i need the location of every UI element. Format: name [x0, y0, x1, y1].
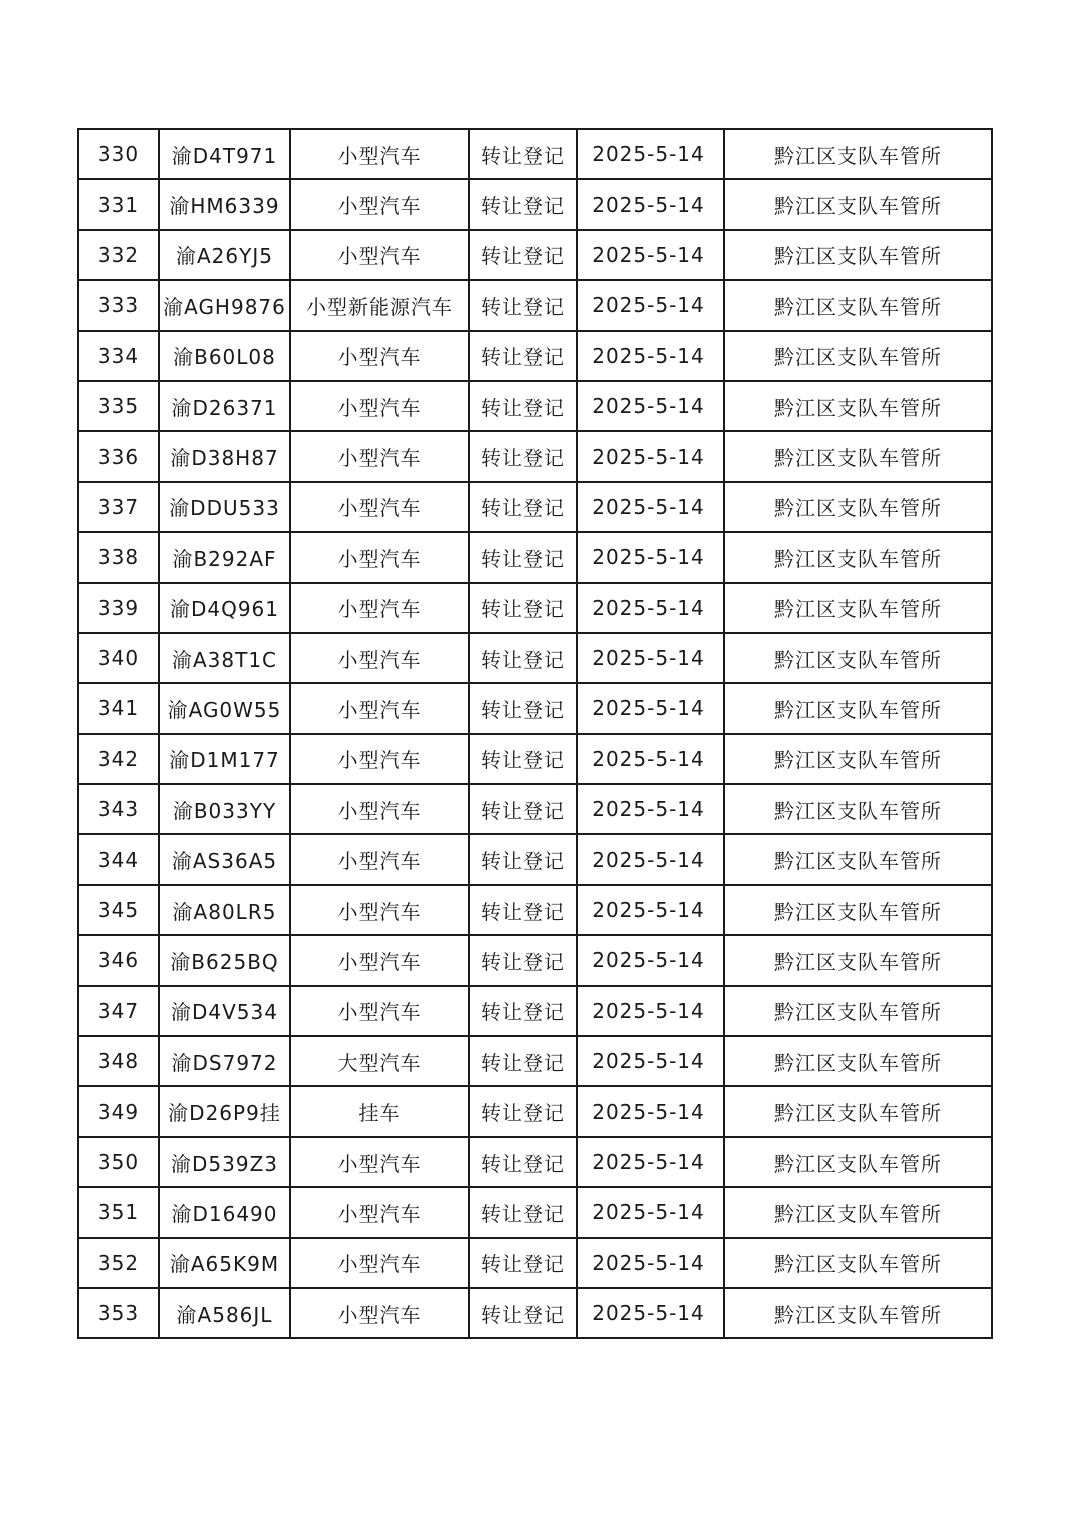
cell-business-type: 转让登记 [469, 230, 577, 280]
cell-business-type: 转让登记 [469, 179, 577, 229]
cell-serial-number: 353 [78, 1288, 159, 1338]
cell-vehicle-type: 小型汽车 [290, 1137, 469, 1187]
table-row [78, 1036, 992, 1086]
cell-date: 2025-5-14 [577, 431, 724, 481]
cell-vehicle-type: 小型汽车 [290, 885, 469, 935]
cell-date: 2025-5-14 [577, 1036, 724, 1086]
cell-date: 2025-5-14 [577, 834, 724, 884]
cell-office: 黔江区支队车管所 [724, 532, 992, 582]
table-row [78, 1288, 992, 1338]
cell-date: 2025-5-14 [577, 381, 724, 431]
cell-vehicle-type: 小型汽车 [290, 784, 469, 834]
cell-business-type: 转让登记 [469, 784, 577, 834]
cell-business-type: 转让登记 [469, 935, 577, 985]
cell-date: 2025-5-14 [577, 583, 724, 633]
table-row [78, 1137, 992, 1187]
cell-office: 黔江区支队车管所 [724, 734, 992, 784]
cell-serial-number: 335 [78, 381, 159, 431]
cell-vehicle-type: 小型汽车 [290, 683, 469, 733]
cell-office: 黔江区支队车管所 [724, 583, 992, 633]
cell-serial-number: 343 [78, 784, 159, 834]
table-row [78, 482, 992, 532]
cell-plate-number: 渝A65K9M [159, 1238, 290, 1288]
cell-business-type: 转让登记 [469, 633, 577, 683]
cell-business-type: 转让登记 [469, 381, 577, 431]
cell-business-type: 转让登记 [469, 834, 577, 884]
cell-plate-number: 渝A38T1C [159, 633, 290, 683]
cell-date: 2025-5-14 [577, 986, 724, 1036]
cell-business-type: 转让登记 [469, 986, 577, 1036]
table-row [78, 633, 992, 683]
cell-business-type: 转让登记 [469, 583, 577, 633]
cell-plate-number: 渝D4T971 [159, 129, 290, 179]
cell-office: 黔江区支队车管所 [724, 381, 992, 431]
cell-plate-number: 渝D539Z3 [159, 1137, 290, 1187]
cell-date: 2025-5-14 [577, 935, 724, 985]
table-row [78, 532, 992, 582]
cell-serial-number: 330 [78, 129, 159, 179]
cell-serial-number: 345 [78, 885, 159, 935]
cell-vehicle-type: 小型汽车 [290, 381, 469, 431]
table-row [78, 1238, 992, 1288]
vehicle-transfer-table [77, 128, 993, 1339]
cell-serial-number: 348 [78, 1036, 159, 1086]
table-row [78, 129, 992, 179]
cell-vehicle-type: 小型汽车 [290, 129, 469, 179]
cell-serial-number: 346 [78, 935, 159, 985]
table-row [78, 431, 992, 481]
cell-office: 黔江区支队车管所 [724, 784, 992, 834]
cell-business-type: 转让登记 [469, 1137, 577, 1187]
table-row [78, 734, 992, 784]
cell-serial-number: 350 [78, 1137, 159, 1187]
cell-serial-number: 347 [78, 986, 159, 1036]
cell-date: 2025-5-14 [577, 482, 724, 532]
cell-plate-number: 渝B033YY [159, 784, 290, 834]
cell-business-type: 转让登记 [469, 129, 577, 179]
table-row [78, 986, 992, 1036]
cell-office: 黔江区支队车管所 [724, 482, 992, 532]
cell-serial-number: 349 [78, 1086, 159, 1136]
cell-date: 2025-5-14 [577, 532, 724, 582]
table-row [78, 1086, 992, 1136]
cell-vehicle-type: 小型汽车 [290, 986, 469, 1036]
cell-plate-number: 渝A586JL [159, 1288, 290, 1338]
cell-business-type: 转让登记 [469, 1238, 577, 1288]
cell-serial-number: 344 [78, 834, 159, 884]
cell-serial-number: 336 [78, 431, 159, 481]
cell-plate-number: 渝B625BQ [159, 935, 290, 985]
cell-vehicle-type: 大型汽车 [290, 1036, 469, 1086]
cell-serial-number: 334 [78, 331, 159, 381]
cell-plate-number: 渝D38H87 [159, 431, 290, 481]
table-row [78, 885, 992, 935]
cell-serial-number: 339 [78, 583, 159, 633]
cell-business-type: 转让登记 [469, 1036, 577, 1086]
cell-vehicle-type: 小型汽车 [290, 331, 469, 381]
cell-office: 黔江区支队车管所 [724, 1036, 992, 1086]
cell-date: 2025-5-14 [577, 1137, 724, 1187]
cell-date: 2025-5-14 [577, 1086, 724, 1136]
table-row [78, 834, 992, 884]
cell-office: 黔江区支队车管所 [724, 683, 992, 733]
cell-office: 黔江区支队车管所 [724, 1288, 992, 1338]
table-row [78, 784, 992, 834]
cell-office: 黔江区支队车管所 [724, 633, 992, 683]
cell-date: 2025-5-14 [577, 1238, 724, 1288]
cell-business-type: 转让登记 [469, 1086, 577, 1136]
table-row [78, 935, 992, 985]
table-row [78, 331, 992, 381]
table-row [78, 230, 992, 280]
cell-plate-number: 渝DS7972 [159, 1036, 290, 1086]
cell-office: 黔江区支队车管所 [724, 1086, 992, 1136]
cell-office: 黔江区支队车管所 [724, 885, 992, 935]
cell-date: 2025-5-14 [577, 179, 724, 229]
cell-office: 黔江区支队车管所 [724, 280, 992, 330]
cell-date: 2025-5-14 [577, 280, 724, 330]
cell-vehicle-type: 小型汽车 [290, 935, 469, 985]
cell-vehicle-type: 挂车 [290, 1086, 469, 1136]
cell-vehicle-type: 小型汽车 [290, 179, 469, 229]
cell-office: 黔江区支队车管所 [724, 129, 992, 179]
cell-plate-number: 渝AS36A5 [159, 834, 290, 884]
cell-vehicle-type: 小型汽车 [290, 633, 469, 683]
cell-plate-number: 渝DDU533 [159, 482, 290, 532]
cell-business-type: 转让登记 [469, 482, 577, 532]
cell-plate-number: 渝HM6339 [159, 179, 290, 229]
cell-plate-number: 渝B60L08 [159, 331, 290, 381]
cell-office: 黔江区支队车管所 [724, 1137, 992, 1187]
cell-serial-number: 342 [78, 734, 159, 784]
cell-plate-number: 渝D4V534 [159, 986, 290, 1036]
cell-serial-number: 338 [78, 532, 159, 582]
table-row [78, 683, 992, 733]
cell-office: 黔江区支队车管所 [724, 179, 992, 229]
cell-date: 2025-5-14 [577, 230, 724, 280]
cell-office: 黔江区支队车管所 [724, 230, 992, 280]
cell-office: 黔江区支队车管所 [724, 1238, 992, 1288]
cell-office: 黔江区支队车管所 [724, 1187, 992, 1237]
cell-vehicle-type: 小型汽车 [290, 734, 469, 784]
table-row [78, 381, 992, 431]
cell-business-type: 转让登记 [469, 532, 577, 582]
cell-serial-number: 332 [78, 230, 159, 280]
cell-plate-number: 渝A26YJ5 [159, 230, 290, 280]
cell-serial-number: 333 [78, 280, 159, 330]
cell-business-type: 转让登记 [469, 734, 577, 784]
cell-business-type: 转让登记 [469, 280, 577, 330]
cell-date: 2025-5-14 [577, 633, 724, 683]
cell-business-type: 转让登记 [469, 683, 577, 733]
cell-plate-number: 渝D4Q961 [159, 583, 290, 633]
cell-serial-number: 352 [78, 1238, 159, 1288]
cell-plate-number: 渝AG0W55 [159, 683, 290, 733]
cell-business-type: 转让登记 [469, 885, 577, 935]
cell-serial-number: 341 [78, 683, 159, 733]
cell-date: 2025-5-14 [577, 683, 724, 733]
table-row [78, 280, 992, 330]
cell-vehicle-type: 小型汽车 [290, 431, 469, 481]
cell-business-type: 转让登记 [469, 331, 577, 381]
cell-date: 2025-5-14 [577, 885, 724, 935]
cell-office: 黔江区支队车管所 [724, 331, 992, 381]
table-row [78, 179, 992, 229]
cell-office: 黔江区支队车管所 [724, 986, 992, 1036]
cell-office: 黔江区支队车管所 [724, 431, 992, 481]
cell-serial-number: 337 [78, 482, 159, 532]
cell-plate-number: 渝D26371 [159, 381, 290, 431]
cell-plate-number: 渝AGH9876 [159, 280, 290, 330]
cell-plate-number: 渝B292AF [159, 532, 290, 582]
cell-date: 2025-5-14 [577, 734, 724, 784]
cell-business-type: 转让登记 [469, 431, 577, 481]
cell-vehicle-type: 小型汽车 [290, 230, 469, 280]
cell-vehicle-type: 小型汽车 [290, 1187, 469, 1237]
cell-plate-number: 渝D1M177 [159, 734, 290, 784]
table-body [78, 129, 992, 1338]
cell-date: 2025-5-14 [577, 1288, 724, 1338]
cell-vehicle-type: 小型汽车 [290, 1238, 469, 1288]
cell-plate-number: 渝A80LR5 [159, 885, 290, 935]
cell-vehicle-type: 小型汽车 [290, 482, 469, 532]
cell-business-type: 转让登记 [469, 1187, 577, 1237]
cell-vehicle-type: 小型汽车 [290, 834, 469, 884]
cell-vehicle-type: 小型汽车 [290, 1288, 469, 1338]
cell-plate-number: 渝D26P9挂 [159, 1086, 290, 1136]
cell-date: 2025-5-14 [577, 331, 724, 381]
cell-office: 黔江区支队车管所 [724, 834, 992, 884]
cell-vehicle-type: 小型汽车 [290, 532, 469, 582]
cell-date: 2025-5-14 [577, 784, 724, 834]
cell-serial-number: 351 [78, 1187, 159, 1237]
cell-vehicle-type: 小型汽车 [290, 583, 469, 633]
cell-date: 2025-5-14 [577, 1187, 724, 1237]
cell-plate-number: 渝D16490 [159, 1187, 290, 1237]
table-row [78, 1187, 992, 1237]
cell-vehicle-type: 小型新能源汽车 [290, 280, 469, 330]
table-row [78, 583, 992, 633]
cell-office: 黔江区支队车管所 [724, 935, 992, 985]
cell-business-type: 转让登记 [469, 1288, 577, 1338]
cell-date: 2025-5-14 [577, 129, 724, 179]
cell-serial-number: 331 [78, 179, 159, 229]
cell-serial-number: 340 [78, 633, 159, 683]
